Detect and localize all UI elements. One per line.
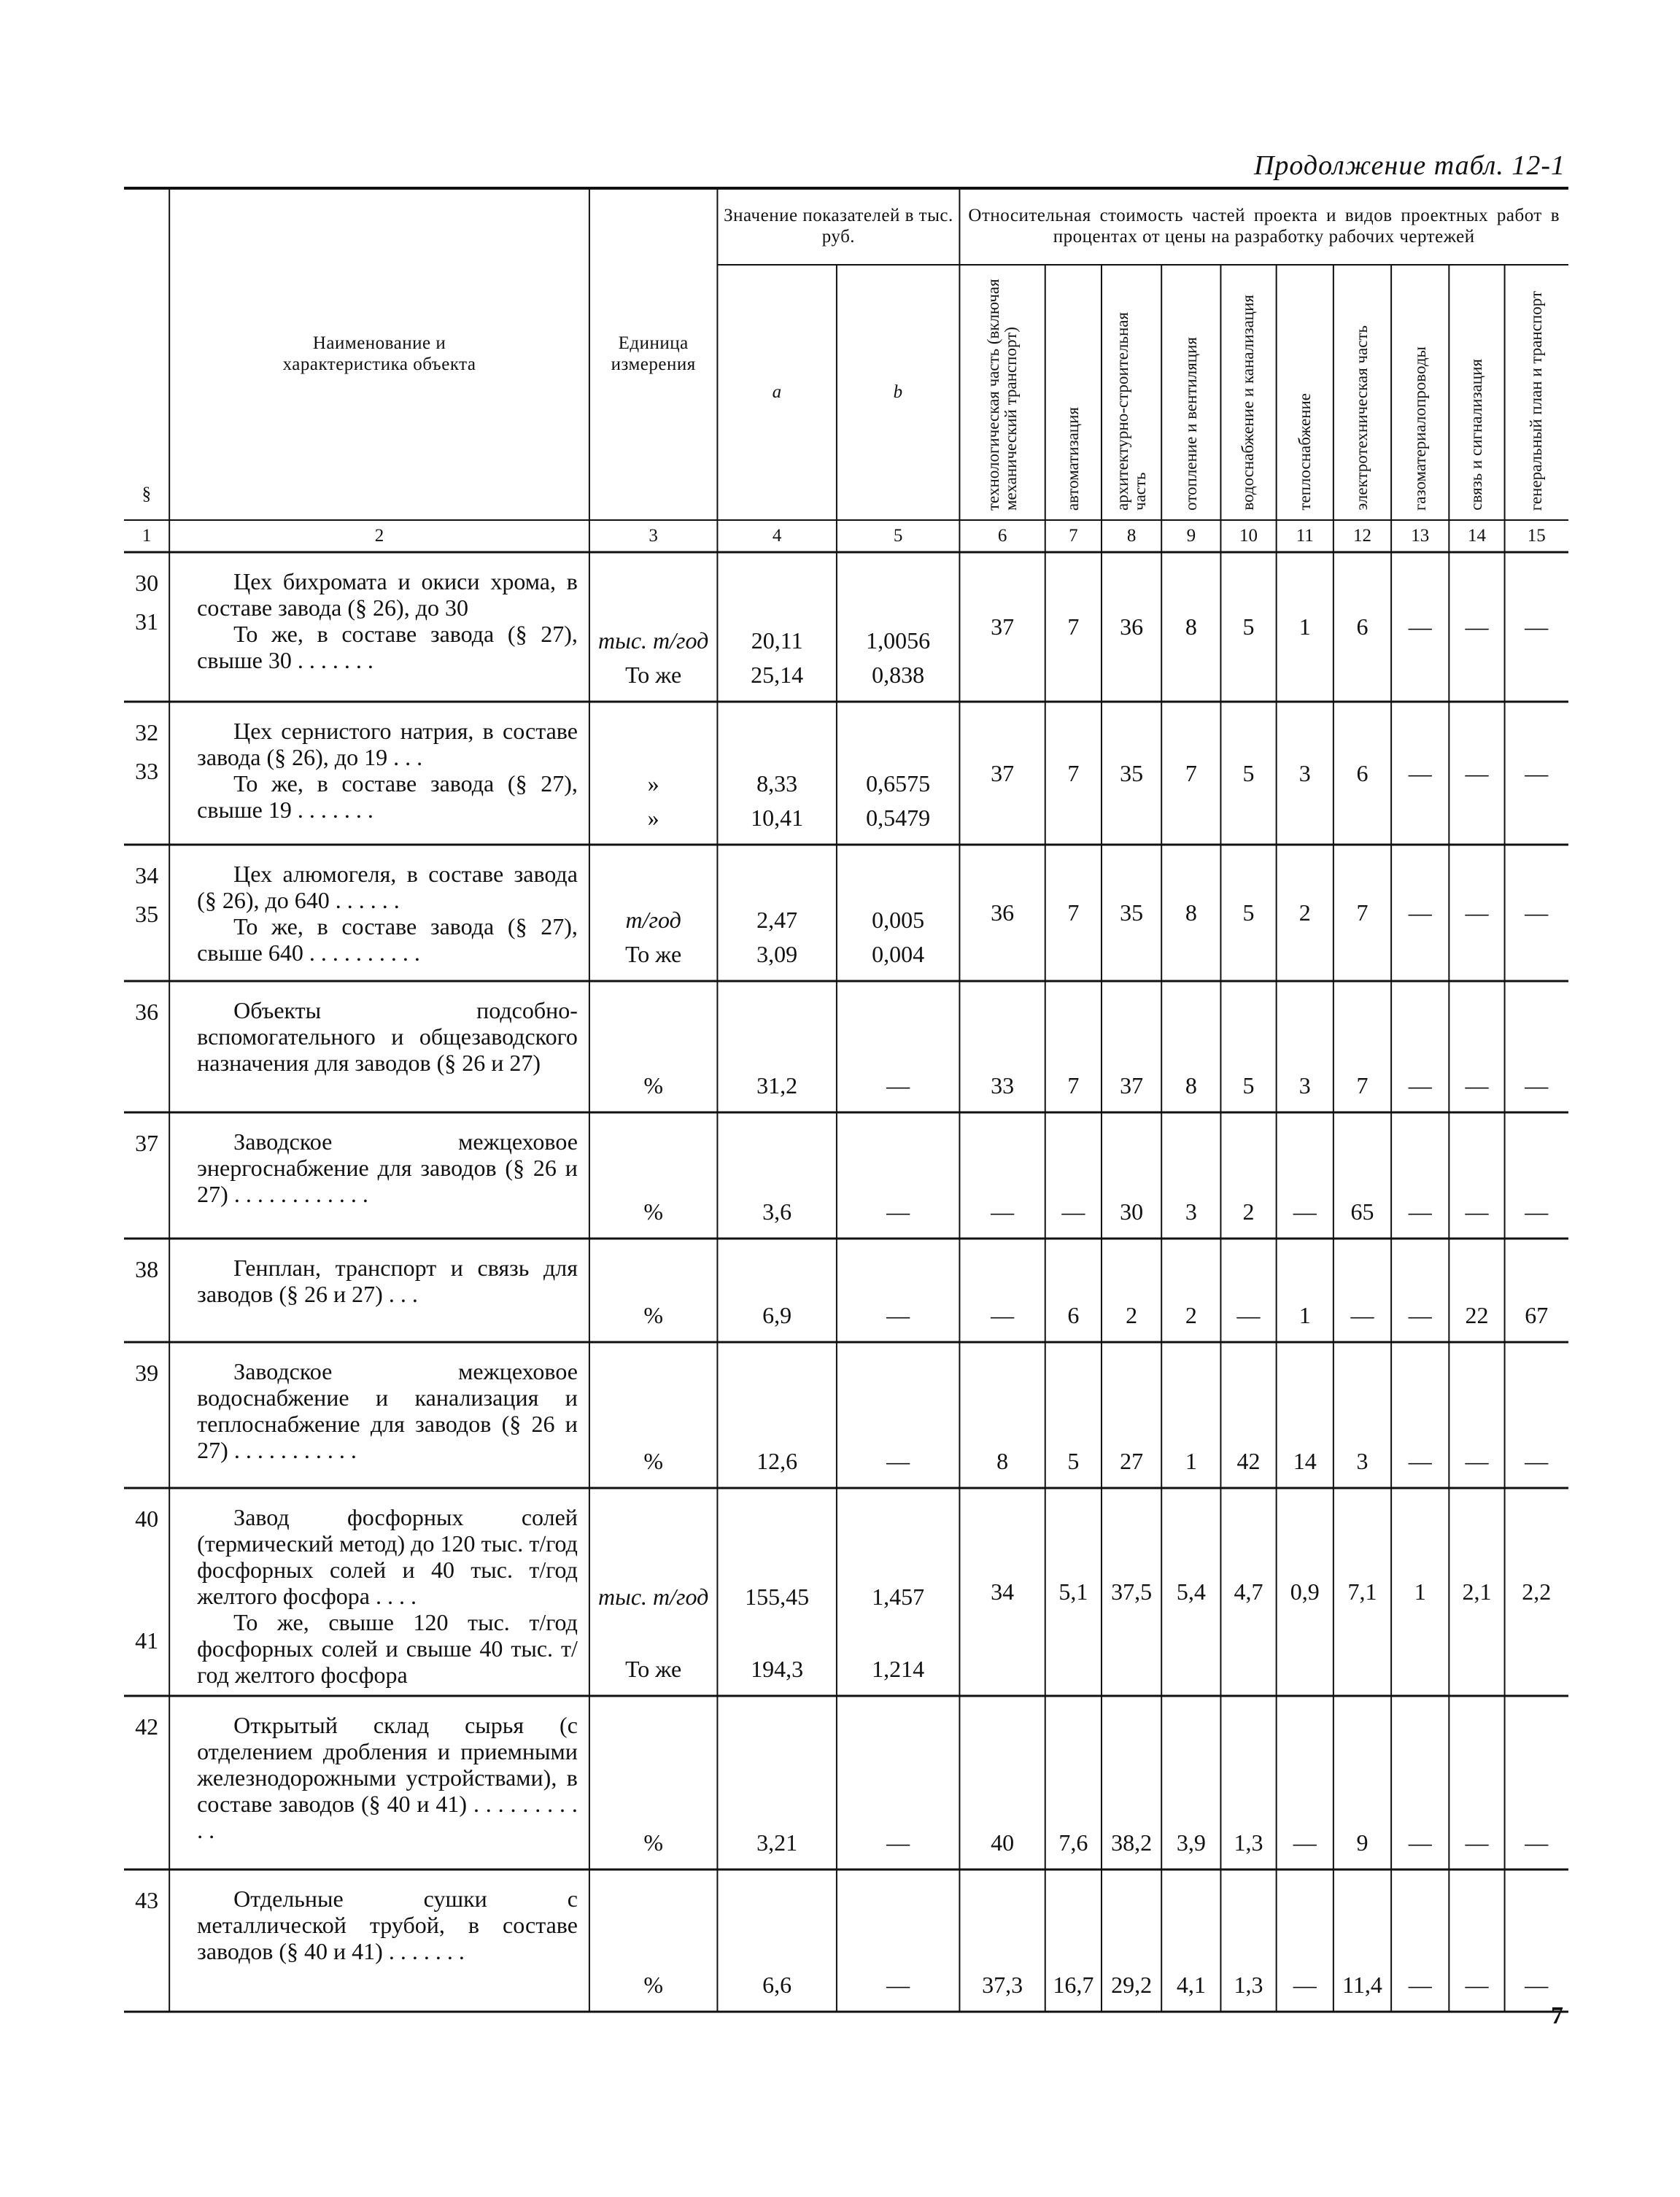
b-value: — — [886, 1072, 910, 1098]
part-percent-cell: 27 — [1120, 1447, 1144, 1474]
part-percent-cell: 34 — [991, 1578, 1015, 1605]
column-number: 9 — [1186, 526, 1196, 546]
part-percent-cell: 65 — [1350, 1198, 1374, 1225]
part-percent-cell: — — [1465, 1971, 1489, 1998]
header-part-label: водоснабжение и канализация — [1239, 295, 1258, 511]
part-percent-cell: 7 — [1067, 1072, 1080, 1098]
part-percent-cell: 6 — [1356, 613, 1369, 640]
part-percent-cell: 7 — [1067, 899, 1080, 926]
units-value: » — [647, 770, 659, 797]
column-number: 6 — [997, 526, 1007, 546]
header-unit: Единица измерения — [611, 333, 696, 374]
part-percent-cell: — — [1465, 613, 1489, 640]
part-percent-cell: 7 — [1356, 1072, 1369, 1098]
a-value: 3,09 — [756, 940, 798, 967]
b-value: 1,0056 — [866, 627, 931, 654]
part-percent-cell: 1 — [1298, 1301, 1311, 1328]
header-part-label: газоматериалопроводы — [1410, 346, 1429, 511]
part-percent-cell: — — [1525, 1072, 1549, 1098]
units-value: тыс. т/год — [598, 627, 709, 654]
part-percent-cell: — — [1293, 1829, 1317, 1856]
units-value: тыс. т/год — [598, 1584, 709, 1611]
object-name-line: Заводское межцеховое водоснабжение и канализация и теплоснабжение для заводов (§ 26 и 27) . . . . . . . . . . . — [197, 1358, 578, 1463]
a-value: 6,9 — [762, 1301, 792, 1328]
b-value: — — [886, 1198, 910, 1225]
object-name-line: То же, свыше 120 тыс. т/год фосфорных солей и свыше 40 тыс. т/год желтого фосфора — [197, 1609, 578, 1688]
part-percent-cell: 37 — [991, 613, 1015, 640]
a-value: 3,21 — [756, 1829, 798, 1856]
header-indicators: Значение показателей в тыс. руб. — [724, 205, 953, 247]
b-value: 1,457 — [872, 1584, 925, 1611]
part-percent-cell: 38,2 — [1111, 1829, 1153, 1856]
part-percent-cell: 7,1 — [1347, 1578, 1377, 1605]
object-name-line: Заводское межцеховое энергоснабжение для заводов (§ 26 и 27) . . . . . . . . . . . . — [197, 1128, 578, 1207]
part-percent-cell: — — [1465, 759, 1489, 786]
part-percent-cell: 36 — [1120, 613, 1144, 640]
part-percent-cell: 29,2 — [1111, 1971, 1153, 1998]
object-name-line: Завод фосфорных солей (термический метод) до 120 тыс. т/год фосфорных солей и 40 тыс. т/год желтого фосфора . . . . — [197, 1504, 578, 1609]
part-percent-cell: 3 — [1298, 759, 1311, 786]
part-percent-cell: — — [1408, 1447, 1432, 1474]
part-percent-cell: — — [1525, 1198, 1549, 1225]
a-value: 20,11 — [751, 627, 803, 654]
units-value: % — [643, 1447, 663, 1474]
part-percent-cell: — — [1408, 1829, 1432, 1856]
a-value: 12,6 — [756, 1447, 798, 1474]
part-percent-cell: 2,2 — [1522, 1578, 1552, 1605]
column-number: 1 — [142, 526, 152, 546]
object-name-line: Отдельные сушки с металлической трубой, в составе заводов (§ 40 и 41) . . . . . . . — [197, 1886, 578, 1964]
part-percent-cell: 7 — [1067, 613, 1080, 640]
units-value: » — [647, 804, 659, 831]
part-percent-cell: — — [1408, 1198, 1432, 1225]
part-percent-cell: — — [1408, 1971, 1432, 1998]
part-percent-cell: 7,6 — [1058, 1829, 1088, 1856]
section-number: 40 — [135, 1506, 159, 1532]
part-percent-cell: 37,5 — [1111, 1578, 1153, 1605]
section-number: 43 — [135, 1887, 159, 1913]
part-percent-cell: — — [1408, 899, 1432, 926]
part-percent-cell: 5 — [1242, 1072, 1255, 1098]
part-percent-cell: — — [1525, 1971, 1549, 1998]
part-percent-cell: 3 — [1356, 1447, 1369, 1474]
part-percent-cell: 3 — [1185, 1198, 1197, 1225]
part-percent-cell: 8 — [1185, 613, 1197, 640]
part-percent-cell: — — [1525, 759, 1549, 786]
part-percent-cell: — — [1236, 1301, 1261, 1328]
part-percent-cell: 1,3 — [1234, 1971, 1263, 1998]
object-name-line: Цех алюмогеля, в составе завода (§ 26), до 640 . . . . . . — [197, 861, 578, 913]
header-part-label: технологическая часть (включая механический транспорт) — [983, 279, 1021, 511]
part-percent-cell: 3 — [1298, 1072, 1311, 1098]
part-percent-cell: 1 — [1185, 1447, 1197, 1474]
column-number: 14 — [1467, 526, 1486, 546]
header-part-label: связь и сигнализация — [1467, 359, 1486, 511]
part-percent-cell: 33 — [991, 1072, 1015, 1098]
part-percent-cell: 37 — [1120, 1072, 1144, 1098]
b-value: — — [886, 1301, 910, 1328]
b-value: 0,6575 — [866, 770, 931, 797]
part-percent-cell: — — [1525, 613, 1549, 640]
object-name-line: То же, в составе завода (§ 27), свыше 30 . . . . . . . — [197, 621, 578, 673]
section-number: 32 — [135, 719, 159, 745]
part-percent-cell: 42 — [1236, 1447, 1261, 1474]
part-percent-cell: 7 — [1067, 759, 1080, 786]
part-percent-cell: 5 — [1242, 613, 1255, 640]
column-number: 5 — [893, 526, 903, 546]
column-number: 2 — [374, 526, 384, 546]
column-number: 3 — [649, 526, 658, 546]
part-percent-cell: — — [1408, 613, 1432, 640]
part-percent-cell: 5,4 — [1176, 1578, 1206, 1605]
part-percent-cell: 8 — [996, 1447, 1009, 1474]
part-percent-cell: 35 — [1120, 759, 1144, 786]
part-percent-cell: 7 — [1185, 759, 1197, 786]
part-percent-cell: 14 — [1293, 1447, 1317, 1474]
units-value: % — [643, 1198, 663, 1225]
part-percent-cell: 2 — [1298, 899, 1311, 926]
object-name-line: Генплан, транспорт и связь для заводов (§ 26 и 27) . . . — [197, 1255, 578, 1307]
part-percent-cell: 5 — [1067, 1447, 1080, 1474]
column-number: 12 — [1353, 526, 1371, 546]
b-value: 0,004 — [872, 940, 925, 967]
section-number: 30 — [135, 570, 159, 596]
a-value: 3,6 — [762, 1198, 792, 1225]
header-a: a — [772, 381, 782, 402]
a-value: 10,41 — [751, 804, 804, 831]
column-number: 8 — [1126, 526, 1137, 546]
units-value: То же — [625, 940, 682, 967]
header-part-label: архитектурно-строительная часть — [1112, 311, 1150, 511]
b-value: — — [886, 1447, 910, 1474]
object-name-line: Цех бихромата и окиси хрома, в составе завода (§ 26), до 30 — [197, 568, 578, 621]
part-percent-cell: — — [1465, 1447, 1489, 1474]
header-b: b — [893, 381, 903, 402]
part-percent-cell: — — [1465, 1072, 1489, 1098]
units-value: То же — [625, 1655, 682, 1682]
a-value: 2,47 — [756, 907, 798, 934]
units-value: % — [643, 1829, 663, 1856]
b-value: 0,005 — [872, 907, 925, 934]
part-percent-cell: — — [1525, 1829, 1549, 1856]
part-percent-cell: — — [1408, 759, 1432, 786]
part-percent-cell: — — [1465, 1829, 1489, 1856]
column-number: 4 — [772, 526, 782, 546]
part-percent-cell: 37,3 — [982, 1971, 1023, 1998]
object-name-line: То же, в составе завода (§ 27), свыше 640 . . . . . . . . . . — [197, 913, 578, 966]
a-value: 8,33 — [756, 770, 798, 797]
section-number: 36 — [135, 999, 159, 1025]
b-value: — — [886, 1829, 910, 1856]
part-percent-cell: 16,7 — [1053, 1971, 1094, 1998]
part-percent-cell: 2 — [1242, 1198, 1255, 1225]
part-percent-cell: 11,4 — [1342, 1971, 1382, 1998]
units-value: % — [643, 1971, 663, 1998]
object-name-line: Открытый склад сырья (с отделением дробления и приемными железнодорожными устройствами), в составе заводов (§ 40 и 41) . . . . . . . . . . . — [197, 1712, 578, 1843]
a-value: 25,14 — [751, 661, 804, 688]
part-percent-cell: — — [1465, 899, 1489, 926]
object-name-line: То же, в составе завода (§ 27), свыше 19 . . . . . . . — [197, 770, 578, 823]
part-percent-cell: 22 — [1465, 1301, 1489, 1328]
part-percent-cell: 1 — [1414, 1578, 1426, 1605]
column-number: 13 — [1411, 526, 1430, 546]
section-number: 38 — [135, 1256, 159, 1282]
section-symbol: § — [142, 484, 152, 505]
section-number: 41 — [135, 1627, 159, 1654]
header-part-label: генеральный план и транспорт — [1527, 290, 1546, 511]
a-value: 194,3 — [751, 1655, 804, 1682]
units-value: т/год — [625, 907, 681, 934]
table-continuation-label: Продолжение табл. 12-1 — [1253, 150, 1565, 181]
part-percent-cell: — — [1408, 1072, 1432, 1098]
page-number: 7 — [1551, 2002, 1563, 2029]
part-percent-cell: 0,9 — [1290, 1578, 1320, 1605]
part-percent-cell: 2 — [1126, 1301, 1138, 1328]
part-percent-cell: 40 — [991, 1829, 1015, 1856]
units-value: То же — [625, 661, 682, 688]
part-percent-cell: 67 — [1525, 1301, 1549, 1328]
part-percent-cell: 4,7 — [1234, 1578, 1263, 1605]
section-number: 42 — [135, 1713, 159, 1740]
section-number: 37 — [135, 1130, 159, 1156]
part-percent-cell: 7 — [1356, 899, 1369, 926]
part-percent-cell: 5 — [1242, 899, 1255, 926]
header-part-label: отопление и вентиляция — [1181, 337, 1200, 511]
b-value: — — [886, 1971, 910, 1998]
units-value: % — [643, 1072, 663, 1098]
part-percent-cell: 2 — [1185, 1301, 1197, 1328]
column-number: 11 — [1296, 526, 1314, 546]
part-percent-cell: 5 — [1242, 759, 1255, 786]
part-percent-cell: 9 — [1356, 1829, 1369, 1856]
column-number: 15 — [1527, 526, 1546, 546]
a-value: 155,45 — [745, 1584, 810, 1611]
header-name: Наименование и характеристика объекта — [282, 333, 476, 374]
header-part-label: автоматизация — [1064, 406, 1083, 511]
units-value: % — [643, 1301, 663, 1328]
part-percent-cell: — — [1350, 1301, 1374, 1328]
part-percent-cell: 2,1 — [1462, 1578, 1492, 1605]
table-rules — [124, 188, 1568, 2085]
b-value: 1,214 — [872, 1655, 925, 1682]
part-percent-cell: 4,1 — [1176, 1971, 1206, 1998]
column-number: 7 — [1069, 526, 1078, 546]
part-percent-cell: — — [1293, 1971, 1317, 1998]
header-part-label: теплоснабжение — [1295, 393, 1314, 511]
part-percent-cell: — — [1525, 1447, 1549, 1474]
part-percent-cell: — — [1465, 1198, 1489, 1225]
column-number: 10 — [1239, 526, 1258, 546]
part-percent-cell: — — [1061, 1198, 1085, 1225]
section-number: 34 — [135, 862, 159, 888]
part-percent-cell: 1 — [1298, 613, 1311, 640]
section-number: 31 — [135, 608, 159, 635]
part-percent-cell: 8 — [1185, 899, 1197, 926]
part-percent-cell: — — [1293, 1198, 1317, 1225]
a-value: 31,2 — [756, 1072, 798, 1098]
b-value: 0,838 — [872, 661, 925, 688]
section-number: 39 — [135, 1360, 159, 1386]
b-value: 0,5479 — [866, 804, 931, 831]
part-percent-cell: 3,9 — [1176, 1829, 1206, 1856]
part-percent-cell: 8 — [1185, 1072, 1197, 1098]
part-percent-cell: 37 — [991, 759, 1015, 786]
part-percent-cell: 5,1 — [1058, 1578, 1088, 1605]
section-number: 35 — [135, 901, 159, 927]
part-percent-cell: — — [991, 1198, 1015, 1225]
part-percent-cell: 36 — [991, 899, 1015, 926]
section-number: 33 — [135, 758, 159, 784]
object-name-line: Цех сернистого натрия, в составе завода (§ 26), до 19 . . . — [197, 718, 578, 770]
a-value: 6,6 — [762, 1971, 792, 1998]
part-percent-cell: 35 — [1120, 899, 1144, 926]
part-percent-cell: — — [1408, 1301, 1432, 1328]
header-part-label: электротехническая часть — [1352, 325, 1371, 511]
object-name-line: Объекты подсобно-вспомогательного и общезаводского назначения для заводов (§ 26 и 27) — [197, 997, 578, 1076]
part-percent-cell: — — [991, 1301, 1015, 1328]
header-cost-group: Относительная стоимость частей проекта и видов проектных работ в процентах от цены на разработку рабочих чертежей — [968, 205, 1560, 247]
part-percent-cell: 30 — [1120, 1198, 1144, 1225]
part-percent-cell: 1,3 — [1234, 1829, 1263, 1856]
part-percent-cell: 6 — [1067, 1301, 1080, 1328]
part-percent-cell: 6 — [1356, 759, 1369, 786]
part-percent-cell: — — [1525, 899, 1549, 926]
